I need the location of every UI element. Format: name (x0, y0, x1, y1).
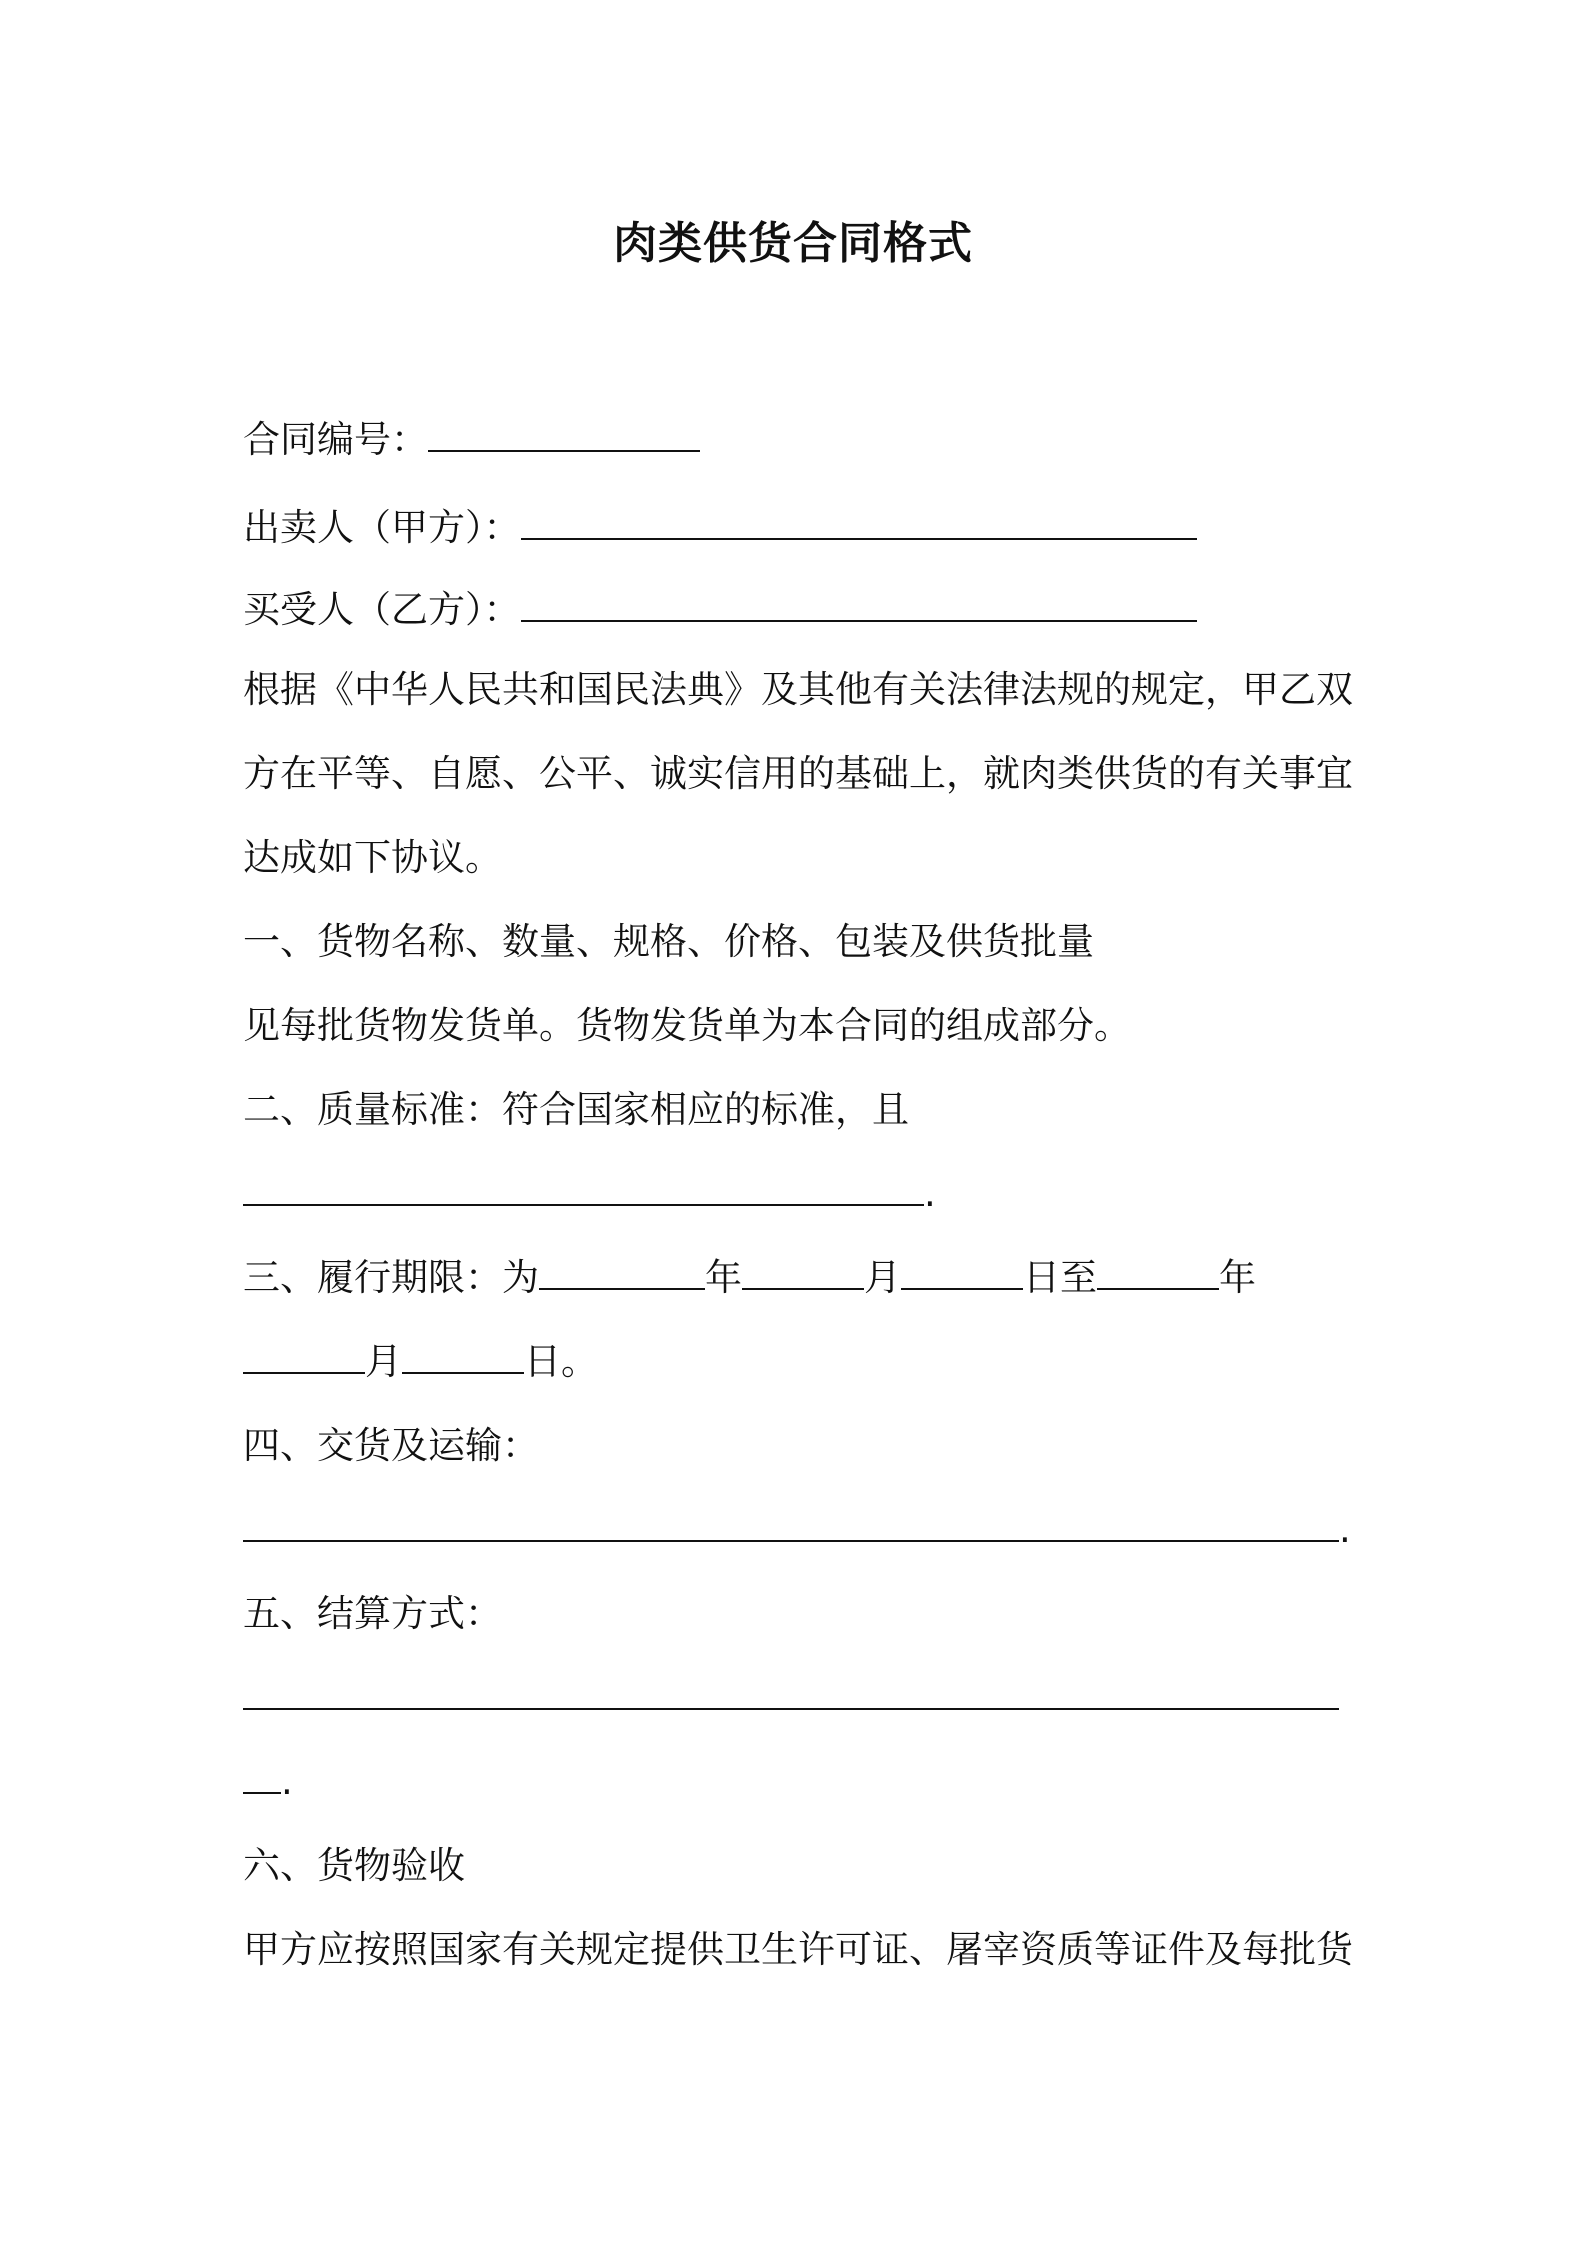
end-month-label: 月 (365, 1340, 402, 1383)
delivery-transport-blank[interactable] (243, 1508, 1339, 1542)
seller-blank[interactable] (521, 506, 1197, 540)
seller-label: 出卖人（甲方）： (243, 506, 521, 549)
section-5-heading: 五、结算方式： (243, 1592, 502, 1635)
contract-number-line (243, 412, 1363, 468)
section-2-blank-line (243, 1166, 1363, 1222)
section-5-blank-line (243, 1670, 1363, 1726)
section-3-line-1 (243, 1250, 1363, 1306)
end-day-blank[interactable] (402, 1340, 524, 1374)
buyer-label: 买受人（乙方）： (243, 588, 521, 631)
period-mark: . (1339, 1508, 1351, 1551)
preamble-line-1: 根据《中华人民共和国民法典》及其他有关法律法规的规定，甲乙双 (243, 668, 1353, 711)
settlement-method-blank-tail[interactable] (243, 1760, 281, 1794)
day-to-label: 日至 (1023, 1256, 1097, 1299)
section-2-heading: 二、质量标准：符合国家相应的标准，且 (243, 1088, 909, 1131)
section-3-line-2 (243, 1334, 1363, 1390)
end-year-blank[interactable] (1097, 1256, 1219, 1290)
section-1-text: 见每批货物发货单。货物发货单为本合同的组成部分。 (243, 1004, 1131, 1047)
month-label: 月 (864, 1256, 901, 1299)
buyer-blank[interactable] (521, 588, 1197, 622)
quality-standard-blank[interactable] (243, 1172, 924, 1206)
end-month-blank[interactable] (243, 1340, 365, 1374)
preamble-line-2: 方在平等、自愿、公平、诚实信用的基础上，就肉类供货的有关事宜 (243, 752, 1353, 795)
section-5-blank-line-2 (243, 1754, 1363, 1810)
section-1-heading: 一、货物名称、数量、规格、价格、包装及供货批量 (243, 920, 1094, 963)
section-4-blank-line (243, 1502, 1363, 1558)
end-day-label: 日。 (524, 1340, 598, 1383)
preamble-line-3: 达成如下协议。 (243, 836, 502, 879)
period-mark: . (924, 1172, 936, 1215)
contract-number-blank[interactable] (428, 418, 700, 452)
start-day-blank[interactable] (901, 1256, 1023, 1290)
section-6-text: 甲方应按照国家有关规定提供卫生许可证、屠宰资质等证件及每批货 (243, 1928, 1353, 1971)
section-6-heading: 六、货物验收 (243, 1844, 465, 1887)
period-mark: . (281, 1760, 293, 1803)
end-year-label: 年 (1219, 1256, 1256, 1299)
seller-line (243, 500, 1363, 556)
section-4-heading: 四、交货及运输： (243, 1424, 539, 1467)
contract-number-label: 合同编号： (243, 418, 428, 461)
section-3-prefix: 三、履行期限：为 (243, 1256, 539, 1299)
year-label: 年 (705, 1256, 742, 1299)
buyer-line (243, 582, 1363, 638)
start-year-blank[interactable] (539, 1256, 705, 1290)
document-title: 肉类供货合同格式 (613, 218, 973, 269)
settlement-method-blank[interactable] (243, 1676, 1339, 1710)
start-month-blank[interactable] (742, 1256, 864, 1290)
